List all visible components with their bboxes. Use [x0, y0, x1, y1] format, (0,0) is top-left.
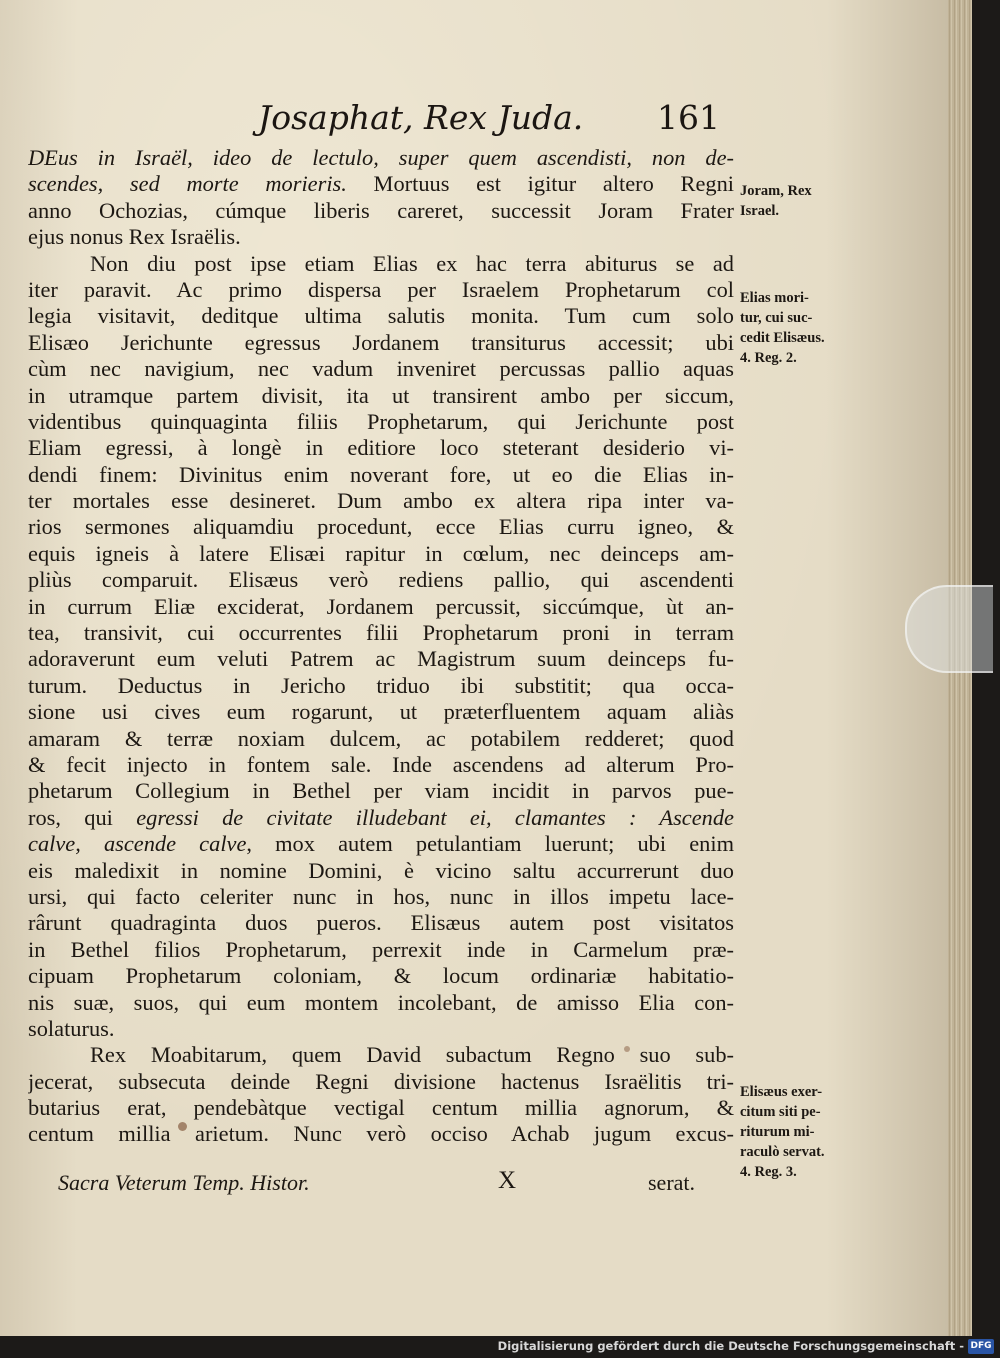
- marginal-line: 4. Reg. 2.: [740, 350, 797, 366]
- marginal-line: raculò servat.: [740, 1144, 825, 1160]
- dfg-logo: DFG: [968, 1339, 994, 1354]
- text-line: solaturus.: [28, 1015, 115, 1041]
- signature-title: Sacra Veterum Temp. Histor.: [58, 1170, 310, 1195]
- page-footer: [0, 1167, 972, 1202]
- text-line: turum. Deductus in Jericho triduo ibi substitit; qua occa-: [28, 672, 734, 698]
- text-line: in Bethel filios Prophetarum, perrexit inde in Carmelum præ-: [28, 936, 734, 962]
- text-line: videntibus quinquaginta filiis Prophetarum, qui Jerichunte post: [28, 408, 734, 434]
- text-line: dendi finem: Divinitus enim noverant fore, ut eo die Elias in-: [28, 461, 734, 487]
- marginal-line: 4. Reg. 3.: [740, 1164, 797, 1180]
- text-line: & fecit injecto in fontem sale. Inde ascendens ad alterum Pro-: [28, 751, 734, 777]
- marginal-line: Joram, Rex: [740, 183, 812, 199]
- text-line: ejus nonus Rex Israëlis.: [28, 224, 241, 250]
- italic-text: calve, ascende calve: [28, 831, 247, 857]
- text-line: [28, 805, 734, 831]
- marginal-line: Israel.: [740, 203, 780, 219]
- text-line: [28, 171, 734, 197]
- text-line: [28, 831, 734, 857]
- text-line: tea, transivit, cui occurrentes filii Prophetarum proni in terram: [28, 620, 734, 646]
- page-header: [0, 98, 972, 144]
- marginal-line: tur, cui suc-: [740, 310, 813, 326]
- text-line: anno Ochozias, cúmque liberis careret, successit Joram Frater: [28, 197, 734, 223]
- main-text: [28, 145, 734, 1148]
- marginal-line: Elisæus exer-: [740, 1084, 823, 1100]
- marginal-note-elisaeus: [740, 1082, 850, 1182]
- italic-text: scendes, sed morte morieris.: [28, 171, 347, 197]
- text-line: Rex Moabitarum, quem David subactum Regno suo sub-: [90, 1042, 734, 1068]
- text-line: butarius erat, pendebàtque vectigal centum millia agnorum, &: [28, 1095, 734, 1121]
- text-line: [28, 145, 734, 171]
- text-line: amaram & terræ noxiam dulcem, ac potabilem redderet; quod: [28, 725, 734, 751]
- text-line: equis igneis à latere Elisæi rapitur in cœlum, nec deinceps am-: [28, 540, 734, 566]
- text-line: in currum Eliæ exciderat, Jordanem percussit, siccúmque, ùt an-: [28, 593, 734, 619]
- roman-text: , mox autem petulantiam luerunt; ubi enim: [246, 831, 734, 857]
- credit-bar: [0, 1336, 1000, 1358]
- text-line: cipuam Prophetarum coloniam, & locum ordinariæ habitatio-: [28, 963, 734, 989]
- marginal-line: riturum mi-: [740, 1124, 815, 1140]
- running-title: Josaphat, Rex Juda.: [258, 98, 584, 137]
- text-line: cùm nec navigium, nec vadum inveniret percussas pallio aquas: [28, 356, 734, 382]
- catchword: serat.: [648, 1170, 696, 1195]
- text-line: centum millia arietum. Nunc verò occiso Achab jugum excus-: [28, 1121, 734, 1147]
- text-line: Elisæo Jerichunte egressus Jordanem transiturus accessit; ubi: [28, 329, 734, 355]
- marginal-note-elias: [740, 288, 850, 368]
- text-line: adoraverunt eum veluti Patrem ac Magistrum suum deinceps fu-: [28, 646, 734, 672]
- italic-text: DEus in Israël, ideo de lectulo, super quem ascendisti, non de-: [28, 145, 734, 170]
- text-line: iter paravit. Ac primo dispersa per Israelem Prophetarum col: [28, 276, 734, 302]
- marginal-line: Elias mori-: [740, 290, 809, 306]
- roman-text: Mortuus est igitur altero Regni: [346, 171, 734, 197]
- credit-text: Digitalisierung gefördert durch die Deutsche Forschungsgemeinschaft -: [497, 1339, 964, 1353]
- text-line: Non diu post ipse etiam Elias ex hac terra abiturus se ad: [90, 250, 734, 276]
- text-line: nis suæ, suos, qui eum montem incolebant, de amisso Elia con-: [28, 989, 734, 1015]
- text-line: ursi, qui facto celeriter nunc in hos, nunc in illos impetu lace-: [28, 883, 734, 909]
- text-line: rârunt quadraginta duos pueros. Elisæus autem post visitatos: [28, 910, 734, 936]
- page-clip: [905, 585, 993, 673]
- marginal-line: citum siti pe-: [740, 1104, 821, 1120]
- page-number: 161: [657, 98, 720, 137]
- roman-text: ros, qui: [28, 804, 137, 830]
- text-line: rios sermones aliquamdiu procedunt, ecce Elias curru igneo, &: [28, 514, 734, 540]
- text-line: in utramque partem divisit, ita ut transirent ambo per siccum,: [28, 382, 734, 408]
- signature-mark: X: [498, 1167, 517, 1194]
- italic-text: egressi de civitate illudebant ei, clamantes : Ascende: [136, 804, 734, 830]
- text-line: eis maledixit in nomine Domini, è vicino saltu accurrerunt duo: [28, 857, 734, 883]
- text-line: jecerat, subsecuta deinde Regni divisione hactenus Israëlitis tri-: [28, 1068, 734, 1094]
- text-line: legia visitavit, deditque ultima salutis monita. Tum cum solo: [28, 303, 734, 329]
- text-line: phetarum Collegium in Bethel per viam incidit in parvos pue-: [28, 778, 734, 804]
- marginal-note-joram: [740, 181, 850, 221]
- marginal-line: cedit Elisæus.: [740, 330, 825, 346]
- text-line: Eliam egressi, à longè in editiore loco steterant desiderio vi-: [28, 435, 734, 461]
- text-line: sione usi cives eum rogarunt, ut præterfluentem aquam aliàs: [28, 699, 734, 725]
- text-line: ter mortales esse desineret. Dum ambo ex altera ripa inter va-: [28, 488, 734, 514]
- text-line: pliùs comparuit. Elisæus verò rediens pallio, qui ascendenti: [28, 567, 734, 593]
